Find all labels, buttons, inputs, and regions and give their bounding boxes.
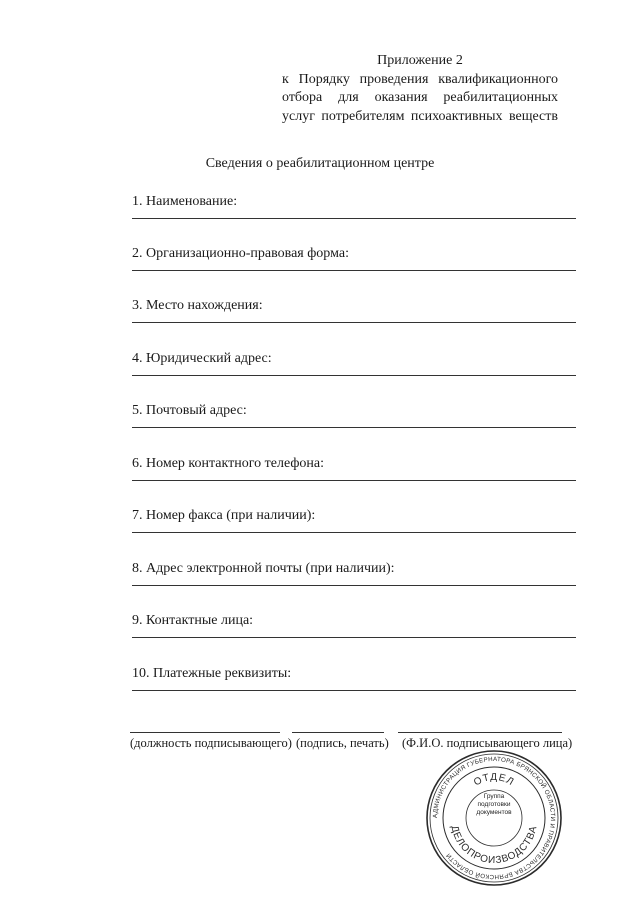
field-label: 9. Контактные лица: xyxy=(132,613,254,628)
stamp-seal-icon xyxy=(424,748,564,888)
field-label: 6. Номер контактного телефона: xyxy=(132,456,324,471)
appendix-number: Приложение 2 xyxy=(377,53,463,68)
fill-line xyxy=(132,322,576,323)
field-email xyxy=(132,561,576,591)
fill-line xyxy=(132,532,576,533)
field-label: 4. Юридический адрес: xyxy=(132,351,272,366)
appendix-line-4: услуг потребителям психоактивных веществ xyxy=(282,108,558,124)
field-label: 8. Адрес электронной почты (при наличии): xyxy=(132,561,395,576)
field-legal-form xyxy=(132,246,576,276)
field-label: 3. Место нахождения: xyxy=(132,298,263,313)
fill-line xyxy=(132,375,576,376)
svg-text:ОТДЕЛ xyxy=(472,772,516,788)
appendix-header xyxy=(282,52,558,126)
fill-line xyxy=(132,637,576,638)
signature-line-position xyxy=(130,732,280,733)
field-label: 1. Наименование: xyxy=(132,194,238,209)
field-label: 7. Номер факса (при наличии): xyxy=(132,508,316,523)
fill-line xyxy=(132,218,576,219)
signature-line-name xyxy=(398,732,562,733)
stamp-department: ОТДЕЛ xyxy=(472,771,517,789)
field-postal-address xyxy=(132,403,576,433)
stamp-inner-line: Группа xyxy=(483,793,505,800)
field-label: 5. Почтовый адрес: xyxy=(132,403,247,418)
stamp-inner-line: подготовки xyxy=(477,801,511,808)
signature-line-signature xyxy=(292,732,384,733)
stamp-inner-text xyxy=(471,793,517,817)
stamp-outer-text: АДМИНИСТРАЦИЯ ГУБЕРНАТОРА БРЯНСКОЙ ОБЛАСТИ И ПРАВИТЕЛЬСТВА БРЯНСКОЙ ОБЛАСТИ xyxy=(431,755,557,881)
field-payment-details xyxy=(132,666,576,696)
field-label: 2. Организационно-правовая форма: xyxy=(132,246,349,261)
stamp-office: ДЕЛОПРОИЗВОДСТВА xyxy=(448,824,540,867)
fill-line xyxy=(132,427,576,428)
field-legal-address xyxy=(132,351,576,381)
office-stamp xyxy=(424,748,564,888)
field-contacts xyxy=(132,613,576,643)
fill-line xyxy=(132,270,576,271)
signature-label-signature: (подпись, печать) xyxy=(296,736,389,750)
fill-line xyxy=(132,690,576,691)
svg-text:ДЕЛОПРОИЗВОДСТВА xyxy=(448,825,539,867)
appendix-line-2: к Порядку проведения квалификационного xyxy=(282,71,558,87)
signature-label-position: (должность подписывающего) xyxy=(130,736,292,750)
stamp-inner-line: документов xyxy=(476,809,512,816)
document-title: Сведения о реабилитационном центре xyxy=(205,156,435,171)
field-label: 10. Платежные реквизиты: xyxy=(132,666,292,681)
field-location xyxy=(132,298,576,328)
fill-line xyxy=(132,480,576,481)
appendix-line-3: отбора для оказания реабилитационных xyxy=(282,90,558,105)
signature-label-name: (Ф.И.О. подписывающего лица) xyxy=(402,736,573,750)
field-phone xyxy=(132,456,576,486)
field-name xyxy=(132,194,576,224)
fill-line xyxy=(132,585,576,586)
field-fax xyxy=(132,508,576,538)
